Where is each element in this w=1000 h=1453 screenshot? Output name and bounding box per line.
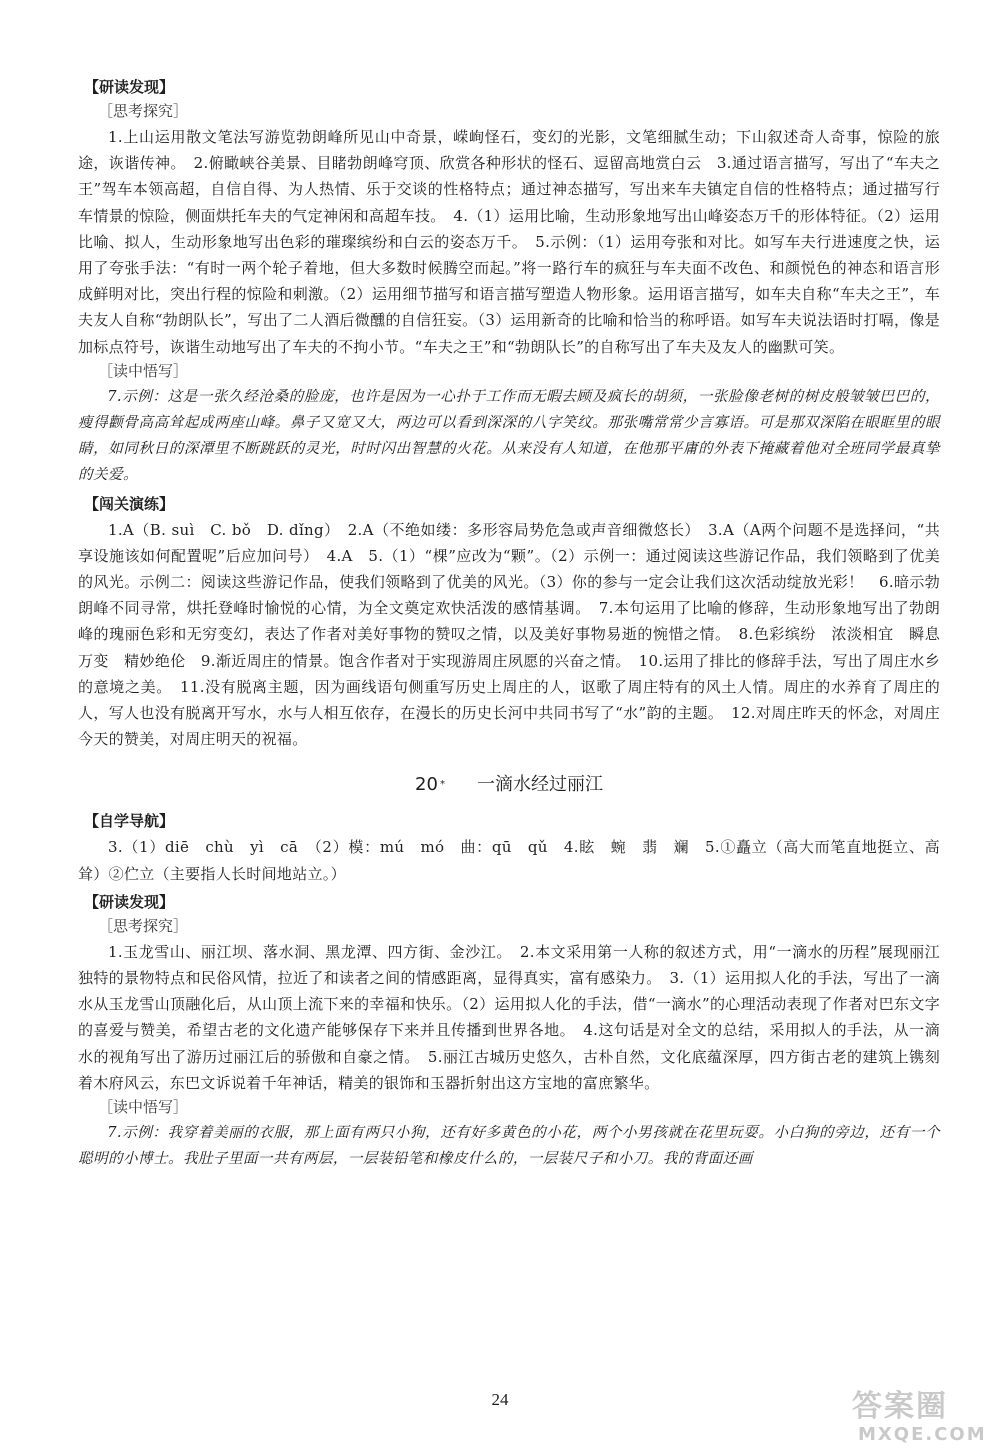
answer-paragraph: 3.（1）diē chù yì cā （2）模：mú mó 曲：qū qǔ 4.眩 蜿 翡 斓 5.①矗立（高大而笔直地挺立、高耸）②伫立（主要指人长时间地站立。）	[78, 838, 940, 883]
lesson-title	[78, 770, 940, 800]
answer-paragraph: 1.A（B. suì C. bǒ D. dǐng） 2.A（不绝如缕：多形容局势危急或声音细微悠长） 3.A（A两个问题不是选择问，“共享设施该如何配置呢”后应加问号） 4.A 5.（1）“棵”应改为“颗”。（2）示例一：通过阅读这些游记作品，我们领略到了优美的风光。示例二：阅读这些游记作品，使我们领略到了优美的风光。（3）你的参与一定会让我们这次活动绽放光彩！ 6.暗示勃朗峰不同寻常，烘托登峰时愉悦的心情，为全文奠定欢快活泼的感情基调。 7.本句运用了比喻的修辞，生动形象地写出了勃朗峰的瑰丽色彩和无穷变幻，表达了作者对美好事物的赞叹之情，以及美好事物易逝的惋惜之情。 8.色彩缤纷 浓淡相宜 瞬息万变 精妙绝伦 9.渐近周庄的情景。饱含作者对于实现游周庄夙愿的兴奋之情。 10.运用了排比的修辞手法，写出了周庄水乡的意境之美。 11.没有脱离主题，因为画线语句侧重写历史上周庄的人，讴歌了周庄特有的风土人情。周庄的水养育了周庄的人，写人也没有脱离开写水，水与人相互依存，在漫长的历史长河中共同书写了“水”韵的主题。 12.对周庄昨天的怀念，对周庄今天的赞美，对周庄明天的祝福。	[78, 520, 940, 749]
section-heading: 【研读发现】	[84, 78, 175, 96]
lesson-mark: *	[439, 779, 445, 791]
section-subheading: ［思考探究］	[98, 102, 189, 120]
lesson-title-text: 一滴水经过丽江	[476, 774, 603, 796]
answer-paragraph: 1.玉龙雪山、丽江坝、落水洞、黑龙潭、四方街、金沙江。 2.本文采用第一人称的叙述方式，用“一滴水的历程”展现丽江独特的景物特点和民俗风情，拉近了和读者之间的情感距离，显得真实，富有感染力。 3.（1）运用拟人化的手法，写出了一滴水从玉龙雪山顶融化后，从山顶上流下来的幸福和快乐。（2）运用拟人化的手法，借“一滴水”的心理活动表现了作者对巴东文字的喜爱与赞美，希望古老的文化遗产能够保存下来并且传播到世界各地。 4.这句话是对全文的总结，采用拟人的手法，从一滴水的视角写出了游历过丽江后的骄傲和自豪之情。 5.丽江古城历史悠久，古朴自然，文化底蕴深厚，四方街古老的建筑上镌刻着木府风云，东巴文诉说着千年神话，精美的银饰和玉器折射出这方宝地的富庶繁华。	[78, 942, 940, 1092]
answer-paragraph: 1.上山运用散文笔法写游览勃朗峰所见山中奇景，嵘峋怪石，变幻的光影，文笔细腻生动；下山叙述奇人奇事，惊险的旅途，诙谐传神。 2.俯瞰峡谷美景、目睹勃朗峰穹顶、欣赏各种形状的怪石、逗留高地赏白云 3.通过语言描写，写出了“车夫之王”驾车本领高超，自信自得、为人热情、乐于交谈的性格特点；通过神态描写，写出来车夫镇定自信的性格特点；通过描写行车情景的惊险，侧面烘托车夫的气定神闲和高超车技。 4.（1）运用比喻，生动形象地写出山峰姿态万千的形体特征。（2）运用比喻、拟人，生动形象地写出色彩的璀璨缤纷和白云的姿态万千。 5.示例：（1）运用夸张和对比。如写车夫行进速度之快，运用了夸张手法：“有时一两个轮子着地，但大多数时候腾空而起。”将一路行车的疯狂与车夫面不改色、和颜悦色的神态和语言形成鲜明对比，突出行程的惊险和刺激。（2）运用细节描写和语言描写塑造人物形象。运用语言描写，如车夫自称“车夫之王”，车夫友人自称“勃朗队长”，写出了二人酒后微醺的自信狂妄。（3）运用新奇的比喻和恰当的称呼语。如写车夫说法语时打嗝，像是加标点符号，诙谐生动地写出了车夫的不拘小节。“车夫之王”和“勃朗队长”的自称写出了车夫及友人的幽默可笑。	[78, 128, 940, 356]
section-subheading: ［读中悟写］	[98, 361, 189, 380]
watermark-logo	[848, 1384, 988, 1446]
page-number: 24	[491, 1390, 509, 1409]
page-content	[78, 72, 940, 1173]
handwritten-sample-paragraph: 7.示例：我穿着美丽的衣服，那上面有两只小狗，还有好多黄色的小花，两个小男孩就在花里玩耍。小白狗的旁边，还有一个聪明的小博士。我肚子里面一共有两层，一层装铅笔和橡皮什么的，一层装尺子和小刀。我的背面还画	[78, 1124, 940, 1168]
handwritten-sample-paragraph: 7.示例：这是一张久经沧桑的脸庞，也许是因为一心扑于工作而无暇去顾及疯长的胡须，一张脸像老树的树皮般皱皱巴巴的，瘦得颧骨高高耸起成两座山峰。鼻子又宽又大，两边可以看到深深的八字笑纹。那张嘴常常少言寡语。可是那双深陷在眼眶里的眼睛，如同秋日的深潭里不断跳跃的灵光，时时闪出智慧的火花。从来没有人知道，在他那平庸的外表下掩藏着他对全班同学最真挚的关爱。	[78, 387, 940, 484]
section-heading: 【闯关演练】	[84, 494, 175, 513]
watermark-main-text: 答案圈	[852, 1389, 948, 1424]
section-heading: 【自学导航】	[84, 812, 175, 831]
section-subheading: ［思考探究］	[98, 916, 189, 935]
section-subheading: ［读中悟写］	[98, 1098, 189, 1117]
lesson-number-value: 20	[415, 774, 438, 796]
section-heading: 【研读发现】	[84, 892, 175, 911]
watermark-sub-text: MXQE.COM	[858, 1424, 987, 1445]
lesson-number	[415, 774, 445, 795]
